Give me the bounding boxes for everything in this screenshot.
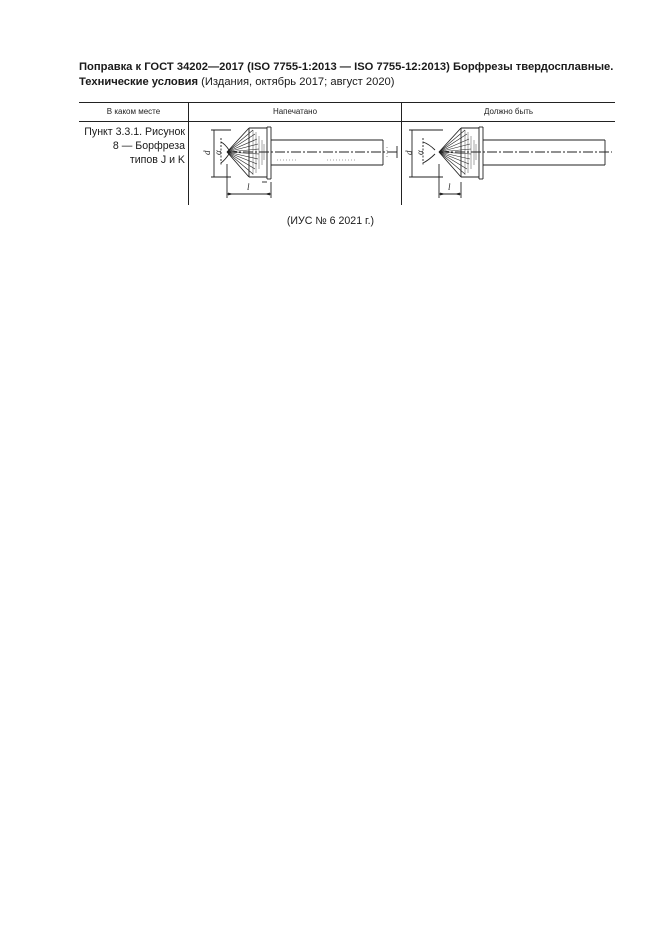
correction-title-editions: (Издания, октябрь 2017; август 2020) — [198, 76, 395, 88]
correction-title-bold: Поправка к ГОСТ 34202—2017 (ISO 7755-1:2013 — ISO 7755-12:2013) Борфрезы твердосплавные. Технические условия — [79, 61, 614, 88]
header-where: В каком месте — [106, 107, 161, 116]
footer-ius: (ИУС № 6 2021 г.) — [286, 215, 375, 227]
header-printed: Напечатано — [272, 107, 318, 116]
burr-figure-printed — [197, 122, 402, 204]
label-d: d — [202, 150, 212, 155]
label-alpha: α — [213, 150, 223, 155]
label-l: l — [448, 182, 451, 192]
label-l: l — [247, 182, 250, 192]
burr-figure-correct — [404, 122, 614, 204]
header-should-be: Должно быть — [483, 107, 534, 116]
label-alpha: α — [415, 150, 425, 155]
correction-title — [79, 60, 619, 90]
cell-location: Пункт 3.3.1. Рисунок 8 — Борфреза типов J и K — [84, 126, 185, 166]
label-d: d — [404, 150, 414, 155]
correction-table — [79, 102, 615, 205]
